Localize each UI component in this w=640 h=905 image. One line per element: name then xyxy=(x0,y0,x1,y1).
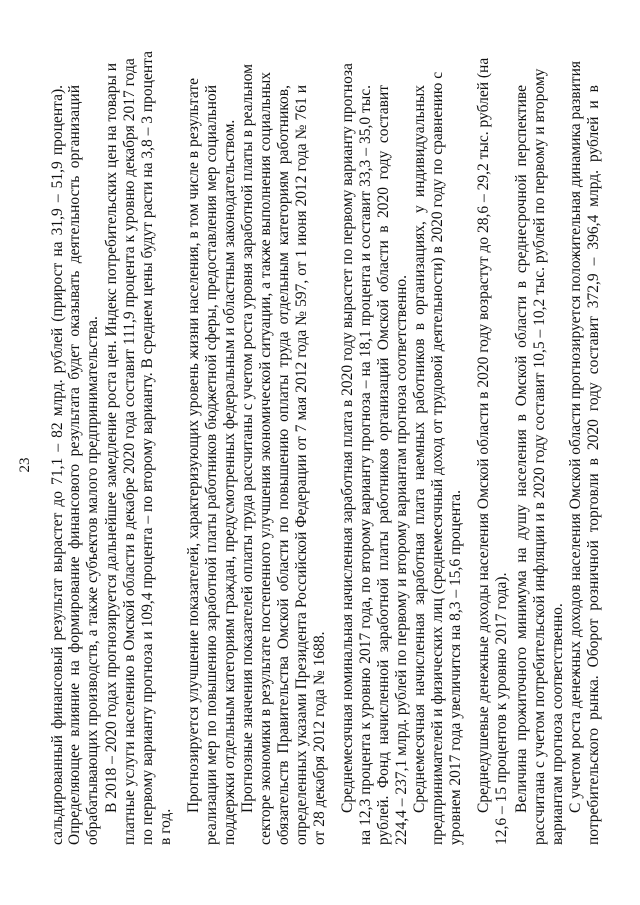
text-line: Величина прожиточного минимума на душу населения в Омской области в среднесрочной перспективе xyxy=(513,85,530,813)
text-line: Прогнозируется улучшение показателей, характеризующих уровень жизни населения, в том числе в результате xyxy=(185,78,202,813)
text-line: обязательств Правительства Омской области по повышению оплаты труда отдельным категориям работников, xyxy=(275,85,292,845)
text-line: рассчитана с учетом потребительской инфляции и в 2020 году составит 10,5 – 10,2 тыс. рублей по первому и второму xyxy=(531,68,548,845)
text-line: обрабатывающих производств, а также субъектов малого предпринимательства. xyxy=(84,316,101,845)
text-line: Среднемесячная номинальная начисленная заработная плата в 2020 году вырастет по первому варианту прогноза xyxy=(339,63,356,813)
text-line: платные услуги населению в Омской области в декабре 2020 года составит 111,9 процента к уровню декабря 2017 года xyxy=(121,58,138,845)
text-line: Определяющее влияние на формирование финансового результата будет оказывать деятельность организаций xyxy=(66,85,83,845)
text-line: потребительского рынка. Оборот розничной торговли в 2020 году составит 372,9 – 396,4 млрд. рублей и в xyxy=(585,85,602,845)
text-line: реализации мер по повышению заработной платы работников бюджетной сферы, предоставления мер социальной xyxy=(203,85,220,845)
rotated-page-content xyxy=(17,51,602,845)
text-line: предпринимателей и физических лиц (среднемесячный доход от трудовой деятельности) в 2020 году по сравнению с xyxy=(429,71,446,845)
text-line: уровнем 2017 года увеличится на 8,3 – 15,6 процента. xyxy=(447,490,464,845)
text-line: 12,6 – 15 процентов к уровню 2017 года). xyxy=(493,572,510,845)
text-line: Прогнозные значения показателей оплаты труда рассчитаны с учетом роста уровня заработной платы в реальном xyxy=(239,64,256,813)
text-line: Среднедушевые денежные доходы населения Омской области в 2020 году возрастут до 28,6 – 29,2 тыс. рублей (на xyxy=(475,57,492,813)
text-line: от 28 декабря 2012 года № 1688. xyxy=(311,631,328,845)
text-line: вариантам прогноза соответственно. xyxy=(549,603,566,845)
text-line: в год. xyxy=(157,808,174,845)
text-line: по первому варианту прогноза и 109,4 процента – по второму варианту. В среднем цены будут расти на 3,8 – 3 процента xyxy=(139,51,156,845)
text-line: секторе экономики в результате постепенного улучшения экономической ситуации, а также выполнения социальных xyxy=(257,71,274,845)
text-line: на 12,3 процента к уровню 2017 года, по второму варианту прогноза – на 18,1 процента и составит 33,3 – 35,0 тыс. xyxy=(357,85,374,845)
text-line: С учетом роста денежных доходов населения Омской области прогнозируется положительная динамика развития xyxy=(567,60,584,813)
text-line: определенных указами Президента Российской Федерации от 7 мая 2012 года № 597, от 1 июня 2012 года № 761 и xyxy=(293,85,310,845)
text-line: сальдированный финансовый результат вырастет до 71,1 – 82 млрд. рублей (прирост на 31,9 – 51,9 процента). xyxy=(49,85,66,845)
page-number: 23 xyxy=(17,457,33,473)
text-line: рублей. Фонд начисленной заработной платы работников организаций Омской области в 2020 году составит xyxy=(375,85,392,845)
text-line: 224,4 – 237,1 млрд. рублей по первому и второму вариантам прогноза соответственно. xyxy=(393,274,410,845)
text-line: поддержки отдельным категориям граждан, предусмотренных федеральным и областным законодательством. xyxy=(221,119,238,845)
text-line: В 2018 – 2020 годах прогнозируется дальнейшее замедление роста цен. Индекс потребительских цен на товары и xyxy=(103,62,120,813)
text-line: Среднемесячная начисленная заработная плата наемных работников в организациях, у индивидуальных xyxy=(411,85,428,813)
